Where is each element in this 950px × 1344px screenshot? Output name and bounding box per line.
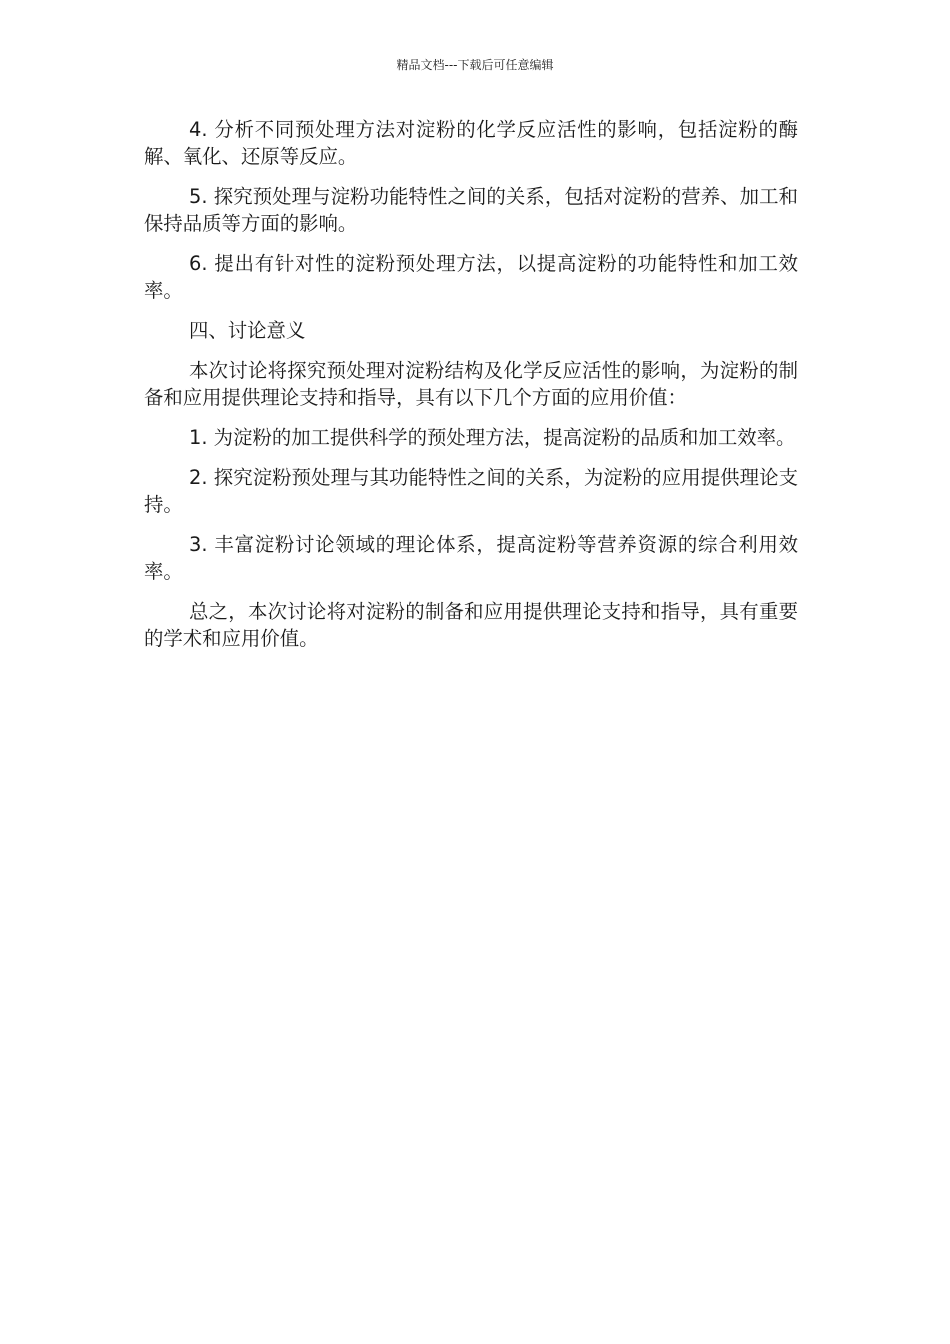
- paragraph-item-6: 6. 提出有针对性的淀粉预处理方法，以提高淀粉的功能特性和加工效率。: [144, 252, 798, 302]
- paragraph-item-4: 4. 分析不同预处理方法对淀粉的化学反应活性的影响，包括淀粉的酶解、氧化、还原等反应。: [144, 118, 798, 168]
- paragraph-value-3: 3. 丰富淀粉讨论领域的理论体系，提高淀粉等营养资源的综合利用效率。: [144, 533, 798, 583]
- document-body: [144, 116, 798, 665]
- paragraph-value-2: 2. 探究淀粉预处理与其功能特性之间的关系，为淀粉的应用提供理论支持。: [144, 466, 798, 516]
- paragraph-conclusion: 总之，本次讨论将对淀粉的制备和应用提供理论支持和指导，具有重要的学术和应用价值。: [144, 600, 798, 650]
- section-heading-significance: 四、讨论意义: [189, 319, 306, 342]
- paragraph-significance-intro: 本次讨论将探究预处理对淀粉结构及化学反应活性的影响，为淀粉的制备和应用提供理论支持和指导，具有以下几个方面的应用价值：: [144, 359, 798, 409]
- paragraph-value-1: 1. 为淀粉的加工提供科学的预处理方法，提高淀粉的品质和加工效率。: [189, 426, 796, 449]
- paragraph-item-5: 5. 探究预处理与淀粉功能特性之间的关系，包括对淀粉的营养、加工和保持品质等方面的影响。: [144, 185, 798, 235]
- page-header: 精品文档---下载后可任意编辑: [396, 58, 554, 72]
